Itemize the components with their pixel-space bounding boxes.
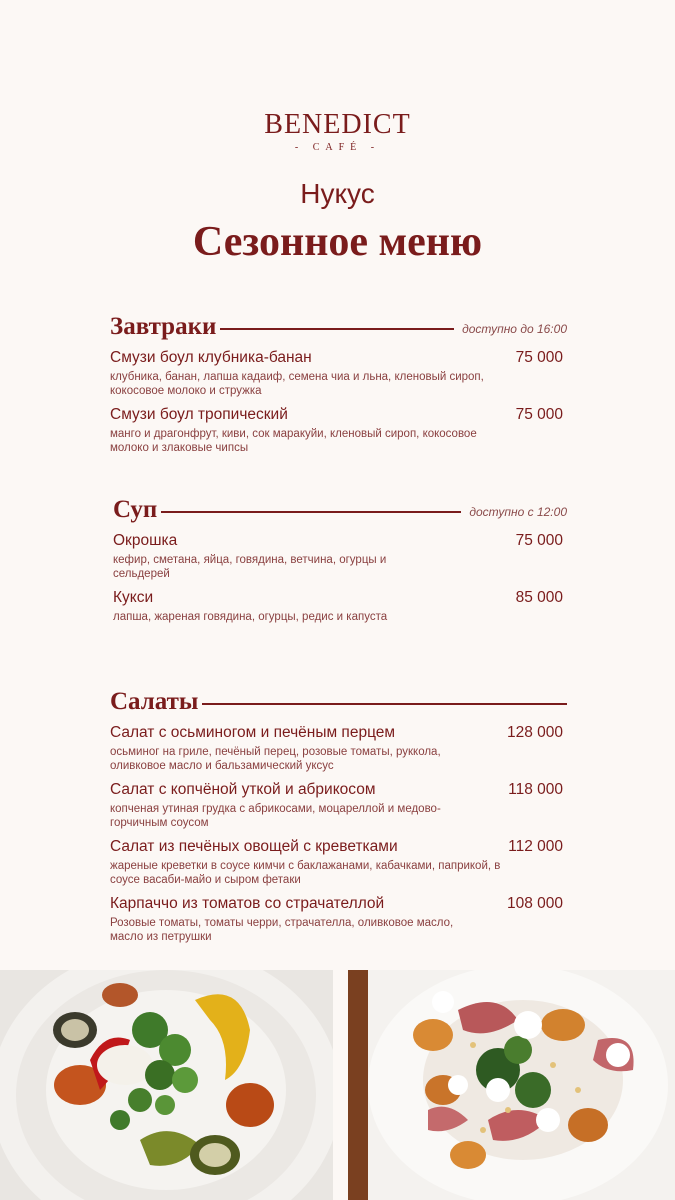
section-availability: доступно с 12:00 — [469, 505, 567, 519]
menu-item — [113, 589, 567, 624]
item-description: Розовые томаты, томаты черри, страчателла, оливковое масло, масло из петрушки — [110, 917, 454, 943]
section-breakfast — [110, 313, 567, 455]
section-header — [110, 688, 567, 716]
section-salads — [110, 688, 567, 944]
salad-duck-apricot-photo — [348, 970, 675, 1200]
section-soup — [113, 496, 567, 624]
section-divider — [161, 511, 461, 512]
item-description: жареные креветки в соусе кимчи с баклажанами, кабачками, паприкой, в соусе васаби-майо и сыром фетаки — [110, 860, 501, 886]
item-description: клубника, банан, лапша кадаиф, семена чиа и льна, кленовый сироп, кокосовое молоко и стружка — [110, 371, 484, 397]
item-name: Карпаччо из томатов со страчателлой — [110, 895, 385, 912]
section-availability: доступно до 16:00 — [462, 322, 567, 336]
section-title: Салаты — [110, 688, 199, 715]
item-name: Смузи боул клубника-банан — [110, 349, 312, 366]
item-description: кефир, сметана, яйца, говядина, ветчина, огурцы и сельдерей — [113, 554, 387, 580]
section-title: Завтраки — [110, 313, 217, 340]
logo-name: BENEDICT — [264, 109, 411, 140]
logo-subtitle: - CAFÉ - — [294, 142, 381, 153]
section-header — [113, 496, 567, 524]
item-price: 112 000 — [508, 838, 563, 855]
menu-item — [110, 349, 567, 398]
item-description: манго и драгонфрут, киви, сок маракуйи, кленовый сироп, кокосовое молоко и злаковые чипсы — [110, 428, 477, 454]
section-header — [110, 313, 567, 341]
menu-item — [110, 895, 567, 944]
item-description: осьминог на гриле, печёный перец, розовые томаты, руккола, оливковое масло и бальзамический уксус — [110, 746, 441, 772]
city-name: Нукус — [300, 178, 375, 209]
item-price: 128 000 — [506, 724, 563, 741]
item-name: Салат из печёных овощей с креветками — [110, 838, 398, 855]
item-price: 75 000 — [515, 406, 563, 423]
item-price: 85 000 — [515, 589, 563, 606]
item-name: Кукси — [113, 589, 154, 606]
item-name: Смузи боул тропический — [110, 406, 288, 423]
cafe-logo — [0, 110, 675, 153]
menu-item — [110, 406, 567, 455]
salad-vegetables-shrimp-photo — [0, 970, 333, 1200]
page-title: Сезонное меню — [192, 219, 483, 265]
item-price: 75 000 — [515, 349, 563, 366]
item-description: копченая утиная грудка с абрикосами, моцареллой и медово-горчичным соусом — [110, 803, 441, 829]
item-price: 75 000 — [515, 532, 563, 549]
section-divider — [202, 703, 567, 704]
menu-item — [110, 838, 567, 887]
item-price: 118 000 — [508, 781, 563, 798]
item-description: лапша, жареная говядина, огурцы, редис и капуста — [113, 611, 388, 623]
section-divider — [220, 328, 454, 329]
item-name: Салат с осьминогом и печёным перцем — [110, 724, 396, 741]
item-name: Салат с копчёной уткой и абрикосом — [110, 781, 376, 798]
menu-item — [110, 724, 567, 773]
menu-item — [113, 532, 567, 581]
section-title: Суп — [113, 496, 158, 523]
menu-item — [110, 781, 567, 830]
item-price: 108 000 — [506, 895, 563, 912]
item-name: Окрошка — [113, 532, 178, 549]
